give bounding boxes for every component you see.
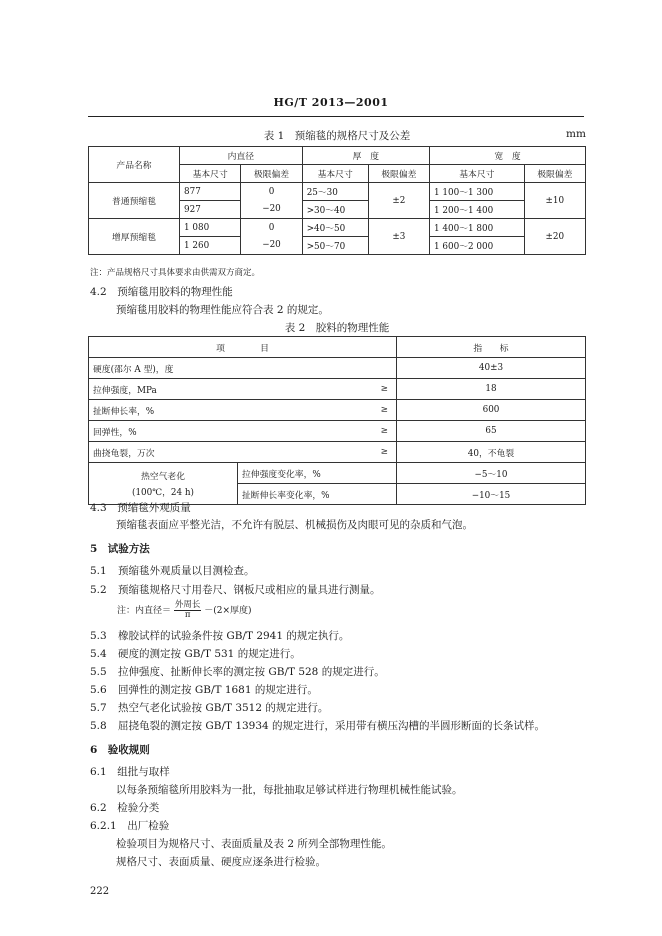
t2-value: 600: [397, 400, 586, 421]
list-item: [90, 646, 301, 661]
t2-item: 曲挠龟裂，万次: [89, 442, 238, 463]
t1-diameter-tol: −20: [241, 201, 302, 219]
header-rule: [88, 116, 584, 117]
item-number: 5.6: [90, 684, 107, 696]
t1-sub-tol: 极限偏差: [241, 165, 302, 183]
item-text: 预缩毯外观质量以目测检查。: [118, 565, 255, 577]
list-item: [90, 563, 255, 578]
list-item: [90, 682, 318, 697]
formula-denominator: π: [184, 610, 191, 620]
table2: [88, 336, 586, 505]
t2-item: 回弹性，%: [89, 421, 238, 442]
t1-width: 1 100～1 300: [430, 183, 525, 201]
t1-head-thickness: 厚 度: [302, 147, 429, 165]
t2-value: 40±3: [397, 358, 586, 379]
t1-thickness: >40～50: [302, 219, 368, 237]
section-4-3-body: 预缩毯表面应平整光洁，不允许有脱层、机械损伤及肉眼可见的杂质和气泡。: [116, 519, 473, 531]
table1-caption: 表 1 预缩毯的规格尺寸及公差: [263, 130, 411, 142]
t2-item: 拉伸强度，MPa: [89, 379, 238, 400]
t1-thickness: 25～30: [302, 183, 368, 201]
t1-width-tol: ±10: [524, 183, 585, 219]
table-row: [89, 421, 586, 442]
section-4-2-body: 预缩毯用胶料的物理性能应符合表 2 的规定。: [116, 304, 329, 316]
page-number: 222: [90, 886, 110, 897]
t1-sub-tol: 极限偏差: [524, 165, 585, 183]
t1-thickness-tol: ±2: [368, 183, 429, 219]
t1-diameter-tol: −20: [241, 237, 302, 255]
t2-aging-value: −5～10: [397, 463, 586, 484]
item-number: 5.3: [90, 630, 107, 642]
item-number: 5.8: [90, 720, 107, 732]
item-text: 橡胶试样的试验条件按 GB/T 2941 的规定执行。: [118, 630, 350, 642]
t1-product-name: 普通预缩毯: [89, 183, 180, 219]
section-4-2-title: 4.2 预缩毯用胶料的物理性能: [90, 286, 233, 298]
table-row: [89, 358, 586, 379]
t1-diameter: 877: [180, 183, 241, 201]
table-row: [89, 379, 586, 400]
t2-aging-label-2: (100℃，24 h): [132, 488, 194, 498]
t2-ge: ≥: [238, 400, 397, 421]
item-text: 硬度的测定按 GB/T 531 的规定进行。: [118, 648, 301, 660]
t1-width: 1 400～1 800: [430, 219, 525, 237]
t1-thickness: >50～70: [302, 237, 368, 255]
t1-sub-basic: 基本尺寸: [430, 165, 525, 183]
t2-aging-label: [89, 463, 238, 505]
t1-head-product: 产品名称: [89, 147, 180, 183]
section-6-1-title: 6.1 组批与取样: [90, 766, 170, 778]
t2-ge: ≥: [238, 442, 397, 463]
t2-ge: ≥: [238, 421, 397, 442]
item-text: 回弹性的测定按 GB/T 1681 的规定进行。: [118, 684, 318, 696]
table-row: [89, 463, 586, 484]
t2-value: 40，不龟裂: [397, 442, 586, 463]
formula-prefix: 注：内直径＝: [117, 606, 172, 616]
t1-diameter-tol: 0: [241, 183, 302, 201]
item-text: 拉伸强度、扯断伸长率的测定按 GB/T 528 的规定进行。: [118, 666, 385, 678]
t1-sub-tol: 极限偏差: [368, 165, 429, 183]
item-text: 预缩毯规格尺寸用卷尺、钢板尺或相应的量具进行测量。: [118, 584, 381, 596]
table-row: [89, 442, 586, 463]
t1-diameter: 1 260: [180, 237, 241, 255]
formula-fraction: [174, 601, 202, 620]
t2-aging-value: −10～15: [397, 484, 586, 505]
t2-value: 18: [397, 379, 586, 400]
t2-aging-sub: 扯断伸长率变化率，%: [238, 484, 397, 505]
t1-width-tol: ±20: [524, 219, 585, 255]
formula-suffix: －(2×厚度): [204, 606, 252, 616]
table1-unit: mm: [566, 128, 586, 140]
t2-ge: [238, 358, 397, 379]
t1-head-inner-diameter: 内直径: [180, 147, 303, 165]
table-row: [89, 219, 586, 237]
formula-numerator: 外周长: [174, 600, 201, 610]
list-item: [90, 628, 349, 643]
table-row: [89, 183, 586, 201]
section-4-3-title: 4.3 预缩毯外观质量: [90, 502, 191, 514]
item-number: 5.4: [90, 648, 107, 660]
t2-item: 扯断伸长率，%: [89, 400, 238, 421]
t2-aging-label-1: 热空气老化: [141, 472, 185, 482]
item-number: 5.2: [90, 584, 107, 596]
t2-aging-sub: 拉伸强度变化率，%: [238, 463, 397, 484]
item-number: 5.1: [90, 565, 107, 577]
table1: [88, 146, 586, 255]
table1-note: 注：产品规格尺寸具体要求由供需双方商定。: [90, 268, 261, 278]
list-item: [90, 582, 381, 597]
section-6-1-body: 以每条预缩毯所用胶料为一批，每批抽取足够试样进行物理机械性能试验。: [116, 784, 463, 796]
t1-thickness: >30～40: [302, 201, 368, 219]
t1-sub-basic: 基本尺寸: [180, 165, 241, 183]
t2-head-index: 指 标: [397, 337, 586, 358]
t2-item: 硬度(邵尔 A 型)，度: [89, 358, 238, 379]
section-5-title: 5 试验方法: [90, 543, 150, 555]
t2-value: 65: [397, 421, 586, 442]
section-6-title: 6 验收规则: [90, 744, 150, 756]
item-number: 5.5: [90, 666, 107, 678]
item-number: 5.7: [90, 702, 107, 714]
item-text: 屈挠龟裂的测定按 GB/T 13934 的规定进行，采用带有横压沟槽的半圆形断面的长条试样。: [118, 720, 546, 732]
t1-thickness-tol: ±3: [368, 219, 429, 255]
formula-note: [117, 601, 252, 620]
table2-caption: 表 2 胶料的物理性能: [284, 322, 390, 334]
list-item: [90, 664, 385, 679]
section-6-2-title: 6.2 检验分类: [90, 802, 160, 814]
table-row: [89, 400, 586, 421]
list-item: [90, 700, 328, 715]
t2-head-item: 项 目: [89, 337, 397, 358]
list-item: [90, 718, 545, 733]
section-6-2-1-title: 6.2.1 出厂检验: [90, 820, 170, 832]
t2-ge: ≥: [238, 379, 397, 400]
t1-diameter: 927: [180, 201, 241, 219]
t1-diameter: 1 080: [180, 219, 241, 237]
item-text: 热空气老化试验按 GB/T 3512 的规定进行。: [118, 702, 329, 714]
t1-width: 1 600～2 000: [430, 237, 525, 255]
page-header: HG/T 2013—2001: [273, 96, 389, 109]
section-6-2-1-body-1: 检验项目为规格尺寸、表面质量及表 2 所列全部物理性能。: [116, 838, 392, 850]
t1-diameter-tol: 0: [241, 219, 302, 237]
t1-head-width: 宽 度: [430, 147, 586, 165]
t1-product-name: 增厚预缩毯: [89, 219, 180, 255]
t1-width: 1 200～1 400: [430, 201, 525, 219]
t1-sub-basic: 基本尺寸: [302, 165, 368, 183]
section-6-2-1-body-2: 规格尺寸、表面质量、硬度应逐条进行检验。: [116, 856, 326, 868]
